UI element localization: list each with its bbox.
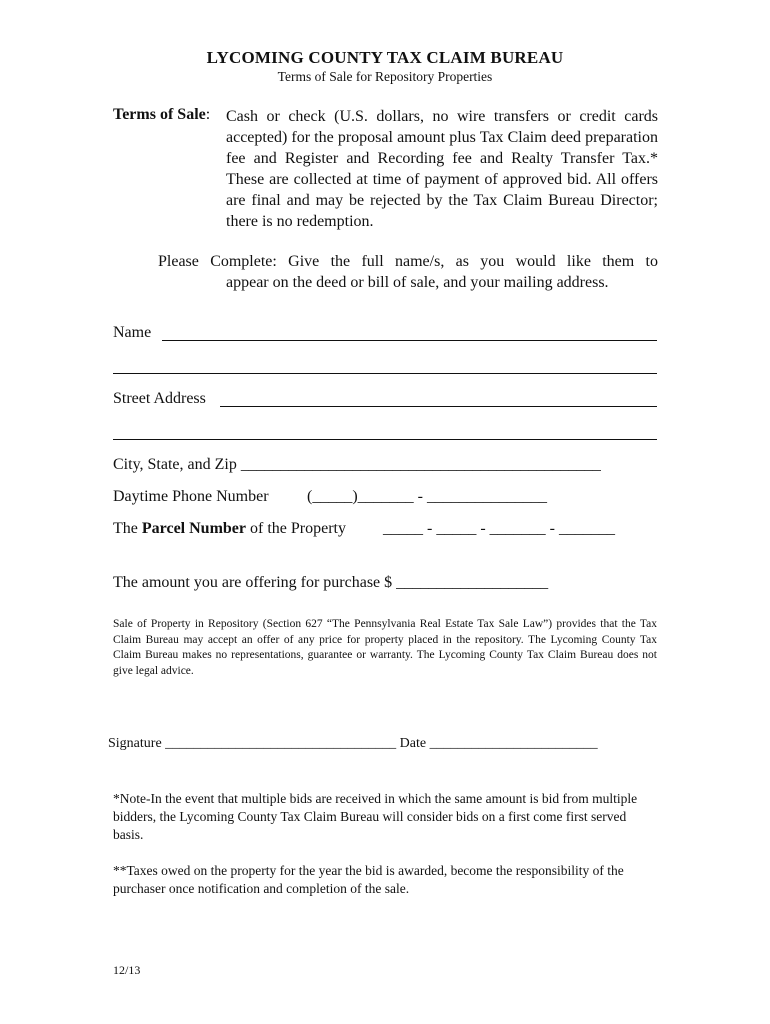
parcel-bold: Parcel Number	[141, 520, 246, 537]
street-address-field-line[interactable]	[220, 406, 657, 407]
document-title: LYCOMING COUNTY TAX CLAIM BUREAU	[206, 48, 564, 67]
parcel-prefix: The	[113, 520, 142, 537]
note-taxes-owed: **Taxes owed on the property for the year the bid is awarded, become the responsibility of the purchaser once notification and completion of the sale.	[113, 863, 624, 896]
terms-body: Cash or check (U.S. dollars, no wire transfers or credit cards accepted) for the proposal amount plus Tax Claim deed preparation fee and Register and Recording fee and Realty Transfer Tax.* These are collected at time of payment of approved bid. All offers are final and may be rejected by the Tax Claim Bureau Director; there is no redemption.	[226, 108, 658, 230]
legal-disclaimer: Sale of Property in Repository (Section 627 “The Pennsylvania Real Estate Tax Sale Law”) provides that the Tax Claim Bureau may accept an offer of any price for property placed in the repository. The Lycoming County Tax Claim Bureau makes no representations, guarantee or warranty. The Lycoming County Tax Claim Bureau does not give legal advice.	[113, 618, 657, 677]
form-revision-code: 12/13	[113, 963, 141, 977]
parcel-number-label	[113, 520, 346, 538]
parcel-suffix: of the Property	[246, 520, 346, 537]
instructions-line-1: Please Complete: Give the full name/s, as you would like them to	[158, 253, 658, 270]
street-address-field-line-2[interactable]	[113, 439, 657, 440]
phone-field[interactable]: (_____)_______ - _______________	[307, 488, 547, 505]
phone-label: Daytime Phone Number	[113, 488, 269, 505]
name-label: Name	[113, 324, 152, 341]
name-field-line-2[interactable]	[113, 373, 657, 374]
parcel-number-field[interactable]: _____ - _____ - _______ - _______	[383, 520, 615, 537]
signature-date-field[interactable]: Signature _________________________________ Date ________________________	[108, 736, 598, 751]
terms-label-text: Terms of Sale	[113, 106, 206, 123]
document-subtitle: Terms of Sale for Repository Properties	[277, 69, 493, 84]
terms-label	[113, 106, 210, 124]
instructions-line-2: appear on the deed or bill of sale, and your mailing address.	[226, 274, 609, 291]
terms-colon: :	[205, 106, 211, 123]
city-state-zip-field[interactable]: City, State, and Zip _____________________________________________	[113, 456, 601, 473]
offer-amount-field[interactable]: The amount you are offering for purchase $ ___________________	[113, 574, 549, 591]
note-multiple-bids: *Note-In the event that multiple bids are received in which the same amount is bid from multiple bidders, the Lycoming County Tax Claim Bureau will consider bids on a first come first served basis.	[113, 791, 638, 842]
street-address-label: Street Address	[113, 390, 206, 407]
name-field-line[interactable]	[162, 340, 657, 341]
